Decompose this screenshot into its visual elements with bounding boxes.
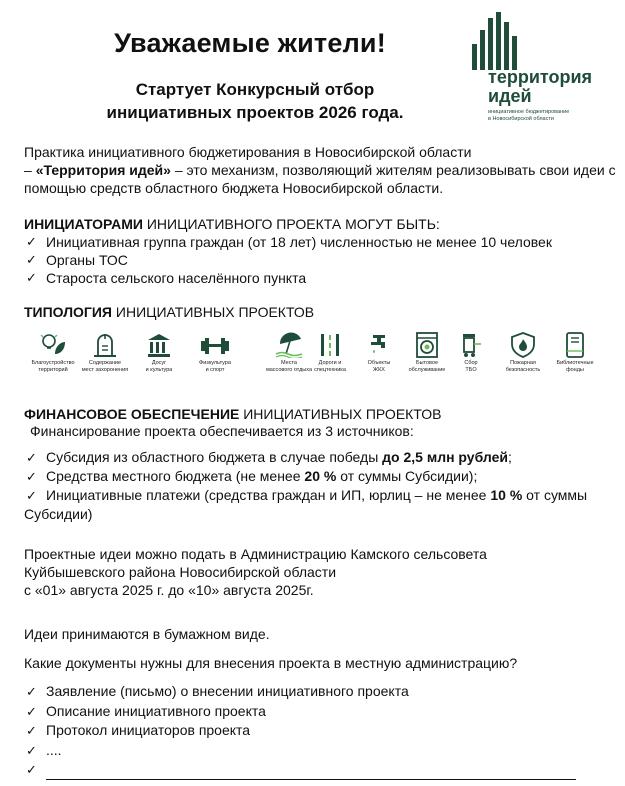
check-icon: ✓ [26, 270, 37, 285]
typology-item: Пожарная безопасность [498, 332, 548, 373]
list-item: ✓ Инициативные платежи (средства граждан и ИП, юрлиц – не менее 10 % от суммы Субсидии) [24, 487, 588, 522]
check-icon: ✓ [26, 742, 37, 758]
typology-item: Объекты ЖКХ [354, 332, 404, 373]
typology-item: Содержание мест захоронения [80, 332, 130, 373]
typology-item: Библиотечные фонды [550, 332, 600, 373]
washing-machine-icon [413, 332, 441, 358]
logo-caption: инициативное бюджетирование в Новосибирской области [488, 109, 570, 122]
typology-item: Места массового отдыха [264, 332, 314, 373]
check-icon: ✓ [26, 252, 37, 267]
check-icon: ✓ [26, 469, 37, 484]
subtitle [60, 78, 450, 124]
list-item: ✓ Инициативная группа граждан (от 18 лет) численностью не менее 10 человек [26, 234, 552, 250]
documents-question: Какие документы нужны для внесения проекта в местную администрацию? [24, 655, 518, 671]
typology-item: Дороги и спецтехника [305, 332, 355, 373]
faucet-icon [365, 332, 393, 358]
subtitle-line-1: Стартует Конкурсный отбор [135, 80, 375, 99]
submission-info: Проектные идеи можно подать в Администрацию Камского сельсовета Куйбышевского района Новосибирской области с «01» августа 2025 г. до «10» августа 2025г. [24, 546, 487, 598]
finance-heading: ФИНАНСОВОЕ ОБЕСПЕЧЕНИЕ ИНИЦИАТИВНЫХ ПРОЕКТОВ [24, 406, 442, 422]
typology-item: Благоустройство территорий [28, 332, 78, 373]
umbrella-beach-icon [274, 332, 304, 358]
list-item [24, 760, 614, 780]
list-item: ✓ Субсидия из областного бюджета в случае победы до 2,5 млн рублей; [26, 449, 512, 465]
list-item: ✓ .... [24, 741, 614, 761]
typology-item: Сбор ТБО [446, 332, 496, 373]
subtitle-line-2: инициативных проектов 2026 года. [106, 103, 404, 122]
documents-list [24, 682, 614, 780]
typology-icons-row [28, 332, 618, 392]
initiators-list [24, 233, 614, 287]
typology-item: Физкультура и спорт [190, 332, 240, 373]
logo-bars-icon [472, 12, 524, 70]
typology-item: Досуг и культура [134, 332, 184, 373]
page-title: Уважаемые жители! [114, 28, 386, 58]
trash-cart-icon [457, 332, 485, 358]
list-item: ✓ Описание инициативного проекта [24, 702, 614, 722]
dumbbell-icon [199, 332, 231, 358]
territory-of-ideas-logo [460, 12, 620, 127]
check-icon: ✓ [26, 450, 37, 465]
fire-shield-icon [509, 332, 537, 358]
check-icon: ✓ [26, 488, 37, 503]
book-icon [561, 332, 589, 358]
list-item: ✓ Органы ТОС [26, 252, 128, 268]
list-item: ✓ Средства местного бюджета (не менее 20 % от суммы Субсидии); [26, 468, 478, 484]
check-icon: ✓ [26, 723, 37, 738]
check-icon: ✓ [26, 762, 37, 777]
culture-building-icon [145, 332, 173, 358]
leaf-bulb-icon [39, 332, 67, 358]
typology-heading: ТИПОЛОГИЯ ИНИЦИАТИВНЫХ ПРОЕКТОВ [24, 304, 315, 320]
list-item: ✓ Протокол инициаторов проекта [24, 721, 614, 741]
initiators-heading: ИНИЦИАТОРАМИ ИНИЦИАТИВНОГО ПРОЕКТА МОГУТ БЫТЬ: [24, 216, 440, 232]
logo-title: территория идей [488, 67, 593, 106]
finance-subheading: Финансирование проекта обеспечивается из 3 источников: [30, 423, 414, 439]
road-icon [316, 332, 344, 358]
list-item: ✓ Староста сельского населённого пункта [26, 270, 307, 286]
typology-item: Бытовое обслуживание [402, 332, 452, 373]
paper-form-note: Идеи принимаются в бумажном виде. [24, 626, 270, 642]
check-icon: ✓ [26, 234, 37, 249]
finance-list [24, 448, 614, 524]
blank-line [46, 765, 576, 780]
check-icon: ✓ [26, 684, 37, 699]
list-item: ✓ Заявление (письмо) о внесении инициативного проекта [24, 682, 614, 702]
grave-icon [91, 332, 119, 358]
intro-paragraph: Практика инициативного бюджетирования в Новосибирской области – «Территория идей» – это механизм, позволяющий жителям реализовывать свои идеи с помощью средств областного бюджета Новосибирской области. [24, 144, 616, 196]
check-icon: ✓ [26, 703, 37, 719]
